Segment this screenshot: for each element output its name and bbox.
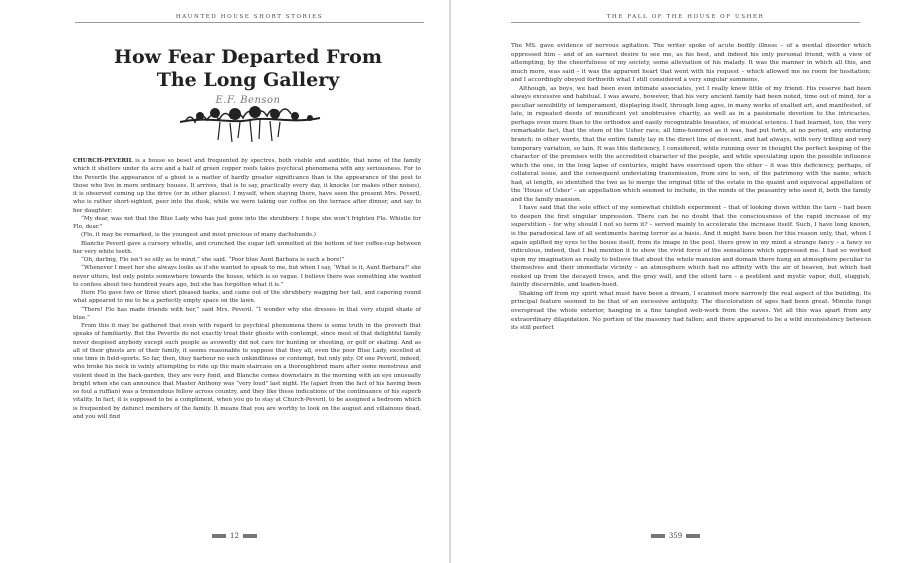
paragraph: “There! Flo has made friends with her,” said Mrs. Peveril. “I wonder why she dresses in that very stupid shade of blue.” xyxy=(73,306,421,321)
page-number-right: 359 xyxy=(451,532,900,540)
paragraph: “Whenever I meet her she always looks as if she wanted to speak to me, but when I say, ‘What is it, Aunt Barbara?’ she never utters, but only points somewhere towards the house, which is so vague. I believe there was something she wanted to confess about two hundred years ago, but she has forgotten what it is.” xyxy=(73,265,421,288)
paragraph: (Flo, it may be remarked, is the youngest and most precious of many dachshunds.) xyxy=(81,232,316,239)
folio-ornament-icon xyxy=(686,534,700,538)
folio-ornament-icon xyxy=(212,534,226,538)
paragraph: The MS. gave evidence of nervous agitation. The writer spoke of acute bodily illness – of a mental disorder which oppressed him – and of an earnest desire to see me, as his best, and indeed his only personal friend, with a view of attempting, by the cheerfulness of my society, some alleviation of his malady. It was the manner in which all this, and much more, was said – it was the apparent heart that went with his request – which allowed me no room for hesitation; and I accordingly obeyed forthwith what I still considered a very singular summons. xyxy=(511,43,871,84)
paragraph: Although, as boys, we had been even intimate associates, yet I really knew little of my friend. His reserve had been always excessive and habitual. I was aware, however, that his very ancient family had been noted, time out of mind, for a peculiar sensibility of temperament, displaying itself, through long ages, in many works of exalted art, and manifested, of late, in repeated deeds of munificent yet unobtrusive charity, as well as in a passionate devotion to the intricacies, perhaps even more than to the orthodox and easily recognizable beauties, of musical science. I had learned, too, the very remarkable fact, that the stem of the Usher race, all time-honored as it was, had put forth, at no period, any enduring branch; in other words, that the entire family lay in the direct line of descent, and had always, with very trifling and very temporary variation, so lain. It was this deficiency, I considered, while running over in thought the perfect keeping of the character of the premises with the accredited character of the people, and while speculating upon the possible influence which the one, in the long lapse of centuries, might have exercised upon the other – it was this deficiency, perhaps, of collateral issue, and the consequent undeviating transmission, from sire to son, of the patrimony with the name, which had, at length, so identified the two as to merge the original title of the estate in the quaint and equivocal appellation of the ‘House of Usher’ – an appellation which seemed to include, in the minds of the peasantry who used it, both the family and the family mansion. xyxy=(511,85,871,203)
paragraph: From this it may be gathered that even with regard to psychical phenomena there is some truth in the proverb that speaks of familiarity. But the Peverils do not exactly treat their ghosts with contempt, since most of that delightful family never despised anybody except such people as avowedly did not care for hunting or shooting, or golf or skating. And as all of their ghosts are of their family, it seems reasonable to suppose that they all, even the poor Blue Lady, excelled at one time in field-sports. So far, then, they harbour no such unkindliness or contempt, but only pity. Of one Peveril, indeed, who broke his neck in vainly attempting to ride up the main staircase on a thoroughbred mare after some monstrous and violent deed in the back-garden, they are very fond, and Blanche comes downstairs in the morning with an eye unusually bright when she can announce that Master Anthony was “very loud” last night. He (apart from the fact of his having been so foul a ruffian) was a tremendous fellow across country, and they like these indications of the continuance of his superb vitality. In fact, it is supposed to be a compliment, when you go to stay at Church-Peveril, to be assigned a bedroom which is frequented by defunct members of the family. It means that you are worthy to look on the august and villainous dead, and you will find xyxy=(73,323,421,420)
tree-ornament-icon xyxy=(160,104,340,144)
paragraph: Shaking off from my spirit what must have been a dream, I scanned more narrowly the real aspect of the building. Its principal feature seemed to be that of an excessive antiquity. The discoloration of ages had been great. Minute fungi overspread the whole exterior, hanging in a fine tangled web-work from the eaves. Yet all this was apart from any extraordinary dilapidation. No portion of the masonry had fallen; and there appeared to be a wild inconsistency between its still perfect xyxy=(511,290,871,332)
paragraph: I have said that the sole effect of my somewhat childish experiment – that of looking down within the tarn – had been to deepen the first singular impression. There can be no doubt that the consciousness of the rapid increase of my superstition – for why should I not so term it? – served mainly to accelerate the increase itself. Such, I have long known, is the paradoxical law of all sentiments having terror as a basis. And it might have been for this reason only, that, when I again uplifted my eyes to the house itself, from its image in the pool, there grew in my mind a strange fancy – a fancy so ridiculous, indeed, that I but mention it to show the vivid force of the sensations which oppressed me. I had so worked upon my imagination as really to believe that about the whole mansion and domain there hung an atmosphere peculiar to themselves and their immediate vicinity – an atmosphere which had no affinity with the air of heaven, but which had reeked up from the decayed trees, and the gray wall, and the silent tarn – a pestilent and mystic vapor, dull, sluggish, faintly discernible, and leaden-hued. xyxy=(511,205,871,289)
running-head-right: THE FALL OF THE HOUSE OF USHER xyxy=(511,14,860,23)
folio-ornament-icon xyxy=(651,534,665,538)
left-body-text xyxy=(73,157,421,421)
paragraph: CHURCH-PEVERIL is a house so beset and frequented by spectres, both visible and audible, that none of the family which it shelters under its acre and a half of green copper roofs takes psychical phenomena with any seriousness. For to the Peverils the appearance of a ghost is a matter of hardly greater significance than is the appearance of the post to those who live in more ordinary houses. It arrives, that is to say, practically every day, it knocks (or makes other noises), it is observed coming up the drive (or in other places). I myself, when staying there, have seen the present Mrs. Peveril, who is rather short-sighted, peer into the dusk, while we were taking our coffee on the terrace after dinner, and say to her daughter: xyxy=(73,158,421,214)
page-number-left: 12 xyxy=(0,532,449,540)
title-line-1: How Fear Departed From xyxy=(114,46,382,68)
paragraph: Here Flo gave two or three short pleased barks, and came out of the shrubbery wagging her tail, and capering round what appeared to me to be a perfectly empty space on the lawn. xyxy=(73,290,421,305)
paragraph: “My dear, was not that the Blue Lady who has just gone into the shrubbery. I hope she won’t frighten Flo. Whistle for Flo, dear.” xyxy=(73,215,421,230)
author-name: E.F. Benson xyxy=(215,95,281,106)
right-page xyxy=(451,0,900,563)
paragraph: “Oh, darling, Flo isn’t so silly as to mind,” she said. “Poor blue Aunt Barbara is such a bore!” xyxy=(81,257,345,263)
title-line-2: The Long Gallery xyxy=(156,69,340,91)
right-body-text xyxy=(511,42,871,333)
lead-in: CHURCH-PEVERIL xyxy=(73,158,133,164)
story-title xyxy=(75,46,421,92)
running-head-left: HAUNTED HOUSE SHORT STORIES xyxy=(75,14,424,23)
folio-ornament-icon xyxy=(243,534,257,538)
left-page xyxy=(0,0,449,563)
paragraph: Blanche Peveril gave a cursory whistle, and crunched the sugar left unmelted at the bottom of her coffee-cup between her very white teeth. xyxy=(73,240,421,255)
